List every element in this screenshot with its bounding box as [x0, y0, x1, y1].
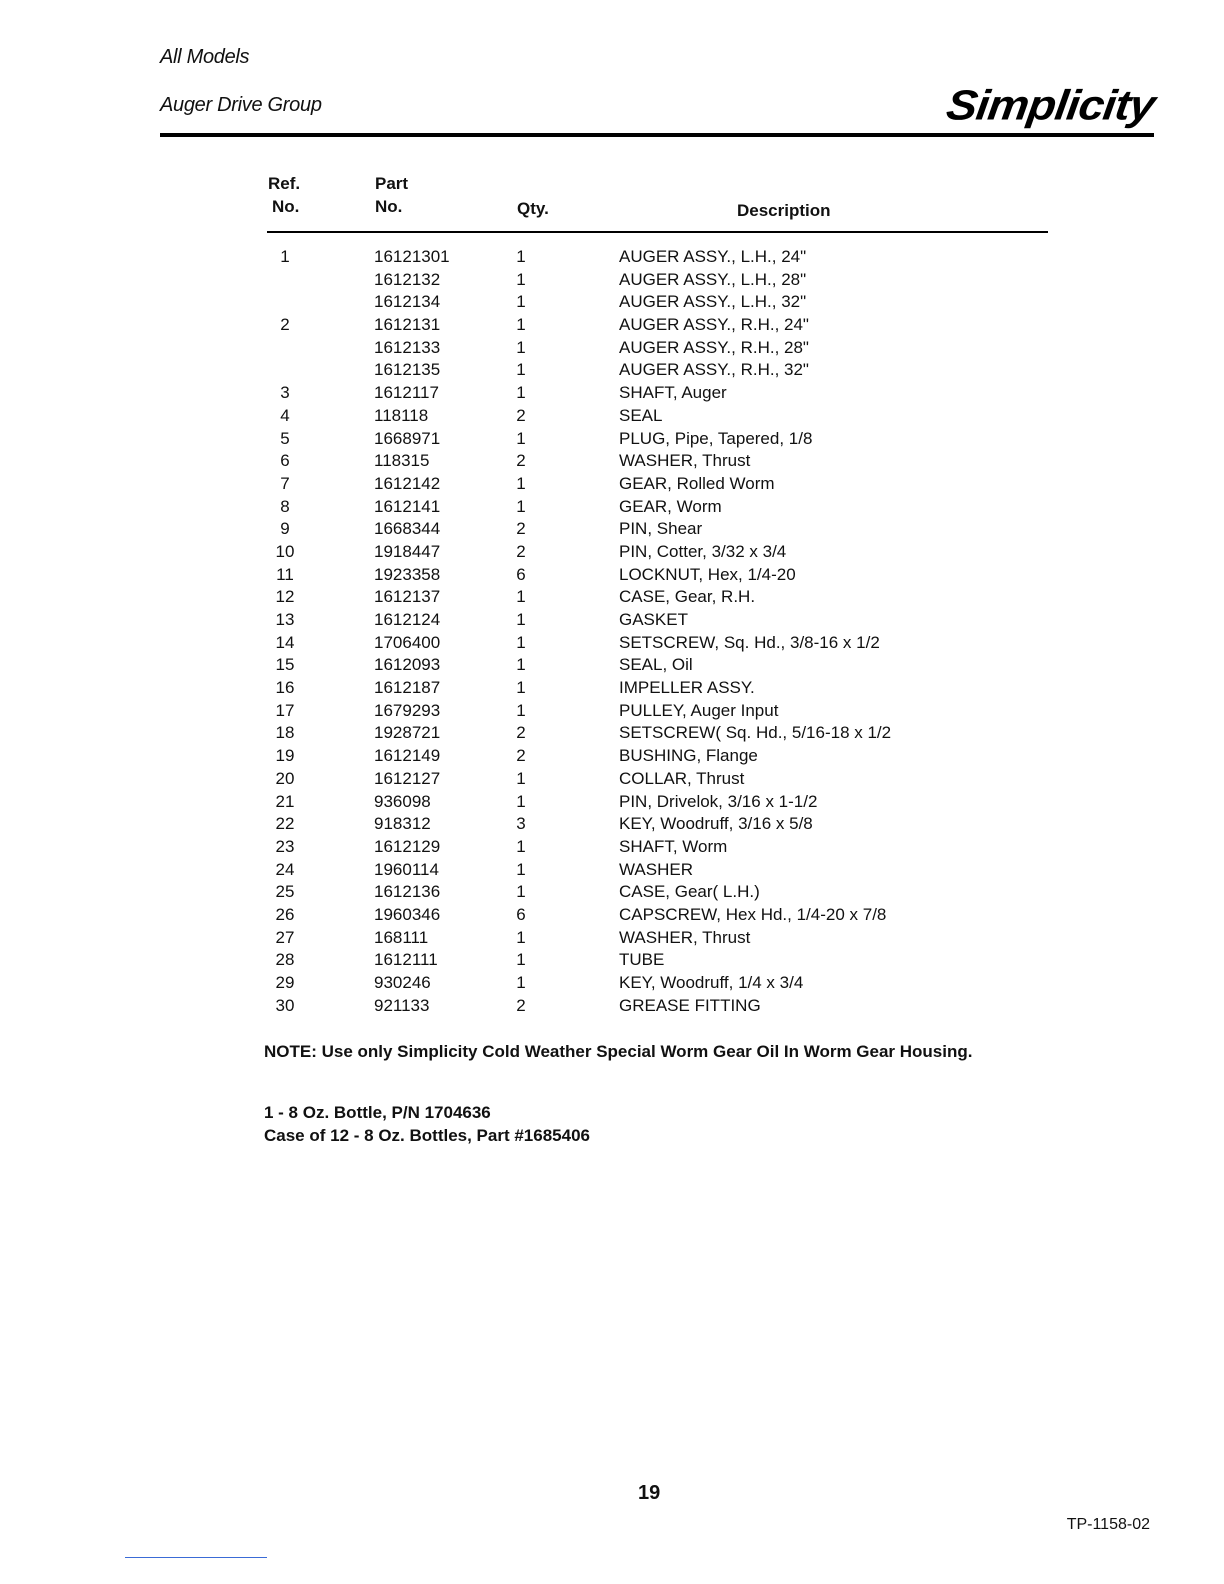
quantity: 2	[516, 405, 526, 425]
ref-number: 2	[280, 315, 290, 335]
part-number: 1612093	[374, 655, 441, 675]
table-row	[0, 813, 1224, 836]
table-row	[0, 496, 1224, 519]
table-row	[0, 881, 1224, 904]
brand-logo: Simplicity	[943, 81, 1158, 129]
table-row	[0, 768, 1224, 791]
table-row	[0, 586, 1224, 609]
table-row	[0, 722, 1224, 745]
quantity: 2	[516, 995, 526, 1015]
quantity: 1	[516, 315, 526, 335]
part-number: 1668971	[374, 428, 441, 448]
quantity: 6	[516, 904, 526, 924]
description: CASE, Gear, R.H.	[619, 587, 756, 607]
ref-number: 21	[275, 791, 295, 811]
description: PIN, Cotter, 3/32 x 3/4	[619, 541, 787, 561]
table-row	[0, 836, 1224, 859]
part-number: 1612127	[374, 768, 441, 788]
description: PULLEY, Auger Input	[619, 700, 779, 720]
quantity: 1	[516, 587, 526, 607]
description: AUGER ASSY., L.H., 24"	[619, 247, 807, 266]
description: GREASE FITTING	[619, 995, 761, 1015]
table-row	[0, 927, 1224, 950]
table-row	[0, 473, 1224, 496]
quantity: 1	[516, 859, 526, 879]
quantity: 1	[516, 973, 526, 992]
quantity: 1	[516, 678, 526, 698]
parts-table	[0, 246, 1224, 1017]
table-row	[0, 518, 1224, 541]
part-number: 1612136	[374, 882, 441, 902]
description: SEAL, Oil	[619, 655, 693, 675]
quantity: 1	[516, 473, 526, 493]
part-number: 1612131	[374, 315, 441, 335]
description: AUGER ASSY., L.H., 28"	[619, 269, 807, 289]
ref-number: 4	[280, 405, 290, 425]
description: CASE, Gear( L.H.)	[619, 882, 760, 902]
ref-number: 1	[280, 247, 290, 266]
part-number: 921133	[374, 995, 430, 1015]
description: WASHER	[619, 859, 693, 879]
table-row	[0, 291, 1224, 314]
bottle-part-note: 1 - 8 Oz. Bottle, P/N 1704636	[264, 1103, 491, 1122]
ref-number: 7	[280, 473, 290, 493]
table-row	[0, 654, 1224, 677]
ref-number: 17	[275, 700, 295, 720]
description: SHAFT, Auger	[619, 383, 727, 403]
quantity: 2	[516, 541, 526, 561]
ref-number: 18	[275, 723, 295, 743]
ref-number: 24	[275, 859, 295, 879]
ref-number: 6	[280, 451, 290, 471]
table-row	[0, 564, 1224, 587]
part-number: 1679293	[374, 700, 441, 720]
part-number: 16121301	[374, 247, 450, 266]
table-row	[0, 382, 1224, 405]
description: AUGER ASSY., R.H., 32"	[619, 360, 809, 380]
quantity: 2	[516, 519, 526, 539]
description: SHAFT, Worm	[619, 836, 728, 856]
ref-number: 12	[275, 587, 295, 607]
part-number: 930246	[374, 973, 431, 992]
col-header-qty: Qty.	[517, 199, 549, 218]
ref-number: 5	[280, 428, 290, 448]
table-row	[0, 405, 1224, 428]
part-number: 1612124	[374, 610, 441, 629]
part-number: 1612142	[374, 473, 441, 493]
quantity: 1	[516, 791, 526, 811]
quantity: 1	[516, 700, 526, 720]
ref-number: 3	[280, 383, 290, 403]
part-number: 1612141	[374, 496, 441, 516]
table-row	[0, 745, 1224, 768]
table-row	[0, 995, 1224, 1018]
description: CAPSCREW, Hex Hd., 1/4-20 x 7/8	[619, 904, 887, 924]
description: GASKET	[619, 610, 688, 629]
quantity: 2	[516, 746, 526, 766]
description: SETSCREW( Sq. Hd., 5/16-18 x 1/2	[619, 723, 892, 743]
part-number: 118315	[374, 451, 430, 471]
part-number: 1612117	[374, 383, 439, 403]
part-number: 1612149	[374, 746, 441, 766]
ref-number: 26	[275, 904, 295, 924]
ref-number: 20	[275, 768, 295, 788]
description: WASHER, Thrust	[619, 451, 751, 471]
table-row	[0, 791, 1224, 814]
part-number: 1612134	[374, 292, 441, 312]
quantity: 1	[516, 269, 526, 289]
quantity: 3	[516, 814, 526, 834]
footer-line	[125, 1557, 267, 1558]
quantity: 1	[516, 610, 526, 629]
col-header-ref-no: No.	[272, 197, 300, 216]
table-row	[0, 269, 1224, 292]
header-rule	[160, 133, 1154, 137]
part-number: 1668344	[374, 519, 441, 539]
col-header-part-no: No.	[375, 197, 403, 216]
quantity: 1	[516, 292, 526, 312]
table-row	[0, 246, 1224, 269]
ref-number: 10	[275, 541, 295, 561]
description: GEAR, Worm	[619, 496, 722, 516]
header-models: All Models	[160, 46, 250, 68]
part-number: 1612129	[374, 836, 441, 856]
part-number: 1612187	[374, 678, 441, 698]
part-number: 918312	[374, 814, 431, 834]
table-row	[0, 700, 1224, 723]
ref-number: 29	[275, 973, 295, 992]
quantity: 1	[516, 927, 526, 947]
ref-number: 22	[275, 814, 295, 834]
description: LOCKNUT, Hex, 1/4-20	[619, 564, 796, 584]
quantity: 1	[516, 247, 526, 266]
description: COLLAR, Thrust	[619, 768, 745, 788]
part-number: 1612137	[374, 587, 441, 607]
quantity: 1	[516, 360, 526, 380]
table-header-rule	[267, 231, 1048, 233]
ref-number: 8	[280, 496, 290, 516]
ref-number: 27	[275, 927, 295, 947]
quantity: 1	[516, 428, 526, 448]
quantity: 2	[516, 451, 526, 471]
ref-number: 30	[275, 995, 295, 1015]
description: PIN, Shear	[619, 519, 703, 539]
table-row	[0, 609, 1224, 632]
part-number: 1960114	[374, 859, 439, 879]
ref-number: 9	[280, 519, 290, 539]
ref-number: 16	[275, 678, 295, 698]
ref-number: 19	[275, 746, 295, 766]
table-row	[0, 859, 1224, 882]
header-group-title: Auger Drive Group	[160, 94, 322, 116]
quantity: 1	[516, 383, 526, 403]
page-number: 19	[638, 1482, 661, 1504]
ref-number: 13	[275, 610, 295, 629]
table-row	[0, 632, 1224, 655]
description: PIN, Drivelok, 3/16 x 1-1/2	[619, 791, 818, 811]
table-row	[0, 904, 1224, 927]
ref-number: 23	[275, 836, 295, 856]
part-number: 1918447	[374, 541, 441, 561]
quantity: 1	[516, 632, 526, 652]
case-part-note: Case of 12 - 8 Oz. Bottles, Part #1685406	[264, 1126, 590, 1145]
quantity: 1	[516, 337, 526, 357]
description: AUGER ASSY., R.H., 24"	[619, 315, 809, 335]
oil-note: NOTE: Use only Simplicity Cold Weather Special Worm Gear Oil In Worm Gear Housing.	[264, 1042, 973, 1061]
col-header-part: Part	[375, 174, 409, 193]
description: TUBE	[619, 950, 665, 970]
table-row	[0, 541, 1224, 564]
description: GEAR, Rolled Worm	[619, 473, 775, 493]
description: BUSHING, Flange	[619, 746, 758, 766]
document-id: TP-1158-02	[1066, 1516, 1150, 1533]
ref-number: 11	[276, 564, 294, 584]
quantity: 1	[516, 836, 526, 856]
quantity: 1	[516, 655, 526, 675]
description: SEAL	[619, 405, 663, 425]
part-number: 1706400	[374, 632, 441, 652]
table-row	[0, 949, 1224, 972]
description: KEY, Woodruff, 1/4 x 3/4	[619, 973, 804, 992]
part-number: 1612135	[374, 360, 441, 380]
part-number: 1612132	[374, 269, 441, 289]
quantity: 1	[516, 768, 526, 788]
part-number: 1928721	[374, 723, 441, 743]
part-number: 118118	[374, 405, 429, 425]
ref-number: 15	[275, 655, 295, 675]
table-row	[0, 450, 1224, 473]
table-row	[0, 359, 1224, 382]
description: KEY, Woodruff, 3/16 x 5/8	[619, 814, 813, 834]
table-row	[0, 677, 1224, 700]
quantity: 2	[516, 723, 526, 743]
description: IMPELLER ASSY.	[619, 678, 755, 698]
quantity: 1	[516, 882, 526, 902]
ref-number: 14	[275, 632, 295, 652]
part-number: 1923358	[374, 564, 441, 584]
quantity: 1	[516, 496, 526, 516]
table-row	[0, 337, 1224, 360]
part-number: 1612111	[374, 950, 438, 970]
ref-number: 25	[275, 882, 295, 902]
description: AUGER ASSY., R.H., 28"	[619, 337, 809, 357]
col-header-ref: Ref.	[268, 174, 301, 193]
col-header-description: Description	[737, 201, 831, 220]
description: PLUG, Pipe, Tapered, 1/8	[619, 428, 813, 448]
part-number: 936098	[374, 791, 431, 811]
ref-number: 28	[275, 950, 295, 970]
quantity: 1	[516, 950, 526, 970]
part-number: 1612133	[374, 337, 441, 357]
table-row	[0, 428, 1224, 451]
description: AUGER ASSY., L.H., 32"	[619, 292, 807, 312]
description: WASHER, Thrust	[619, 927, 751, 947]
part-number: 168111	[374, 927, 429, 947]
quantity: 6	[516, 564, 526, 584]
table-row	[0, 972, 1224, 995]
table-row	[0, 314, 1224, 337]
part-number: 1960346	[374, 904, 441, 924]
description: SETSCREW, Sq. Hd., 3/8-16 x 1/2	[619, 632, 880, 652]
